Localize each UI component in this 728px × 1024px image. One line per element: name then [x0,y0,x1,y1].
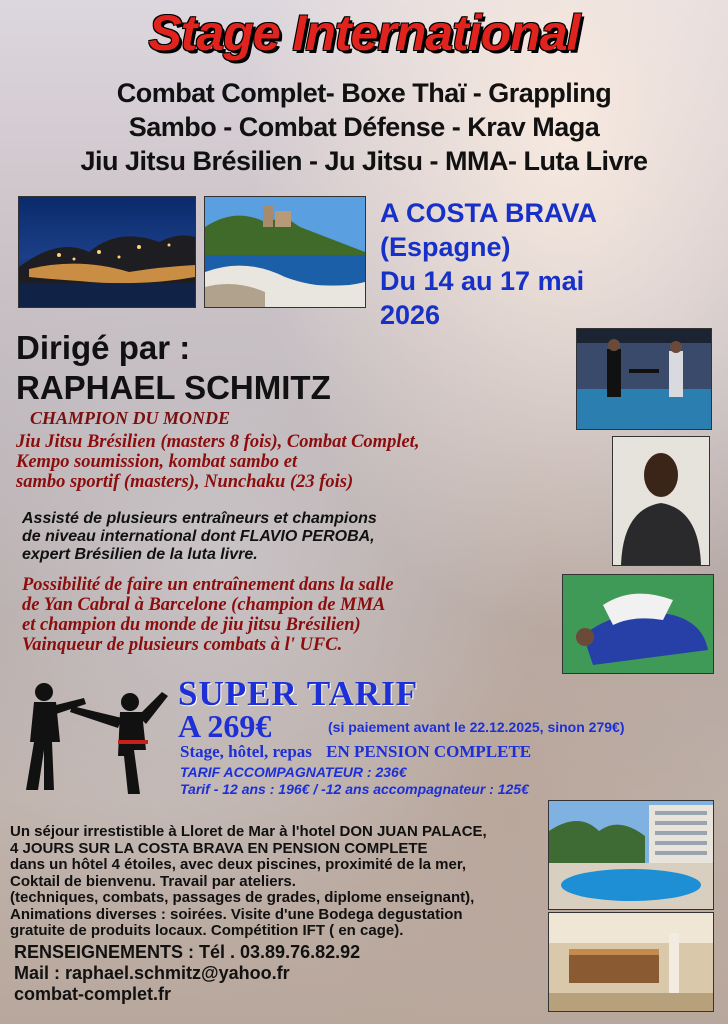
hotel-lobby-photo [548,912,714,1012]
sejour-line-7: gratuite de produits locaux. Compétition IFT ( en cage). [10,922,404,939]
tarif-details [180,764,529,798]
beach-castle-photo [204,196,366,308]
bjj-training-photo [562,574,714,674]
contact-block [14,942,360,1005]
tarif-accompagnateur: TARIF ACCOMPAGNATEUR : 236€ [180,764,407,780]
director-name: RAPHAEL SCHMITZ [16,369,331,406]
pension-label: EN PENSION COMPLETE [326,742,532,761]
sejour-description [10,824,487,940]
titles-line-2: Kempo soumission, kombat sambo et [16,452,298,472]
possibility-line-3: et champion du monde de jiu jitsu Brésilien) [22,615,361,635]
director-titles [16,432,419,492]
tarif-kids: Tarif - 12 ans : 196€ / -12 ans accompagnateur : 125€ [180,781,529,797]
sejour-line-6: Animations diverses : soirées. Visite d'une Bodega degustation [10,905,463,923]
sejour-line-2: 4 JOURS SUR LA COSTA BRAVA EN PENSION COMPLETE [10,839,428,857]
possibility-line-2: de Yan Cabral à Barcelone (champion de MMA [22,595,386,615]
page-title: Stage International [148,5,580,61]
titles-line-3: sambo sportif (masters), Nunchaku (23 fois) [16,472,354,492]
instructor-portrait-photo [612,436,710,566]
champion-title: CHAMPION DU MONDE [30,408,231,428]
included-label: Stage, hôtel, repas [180,742,312,761]
location-dates: Du 14 au 17 mai [380,266,585,296]
fighters-illustration [12,672,177,800]
hotel-pool-photo [548,800,714,910]
contact-phone: RENSEIGNEMENTS : Tél . 03.89.76.82.92 [14,942,361,962]
possibility-line-1: Possibilité de faire un entraînement dans la salle [22,575,394,595]
training-gym-photo [576,328,712,430]
night-town-photo [18,196,196,308]
possibility-text [22,575,394,655]
sejour-line-5: (techniques, combats, passages de grades, diplome enseignant), [10,889,475,906]
titles-line-1: Jiu Jitsu Brésilien (masters 8 fois), Combat Complet, [16,432,420,452]
location-year: 2026 [380,300,441,330]
director-label: Dirigé par : [16,329,191,366]
location-line-2: (Espagne) [380,232,511,262]
director-block [16,328,331,408]
contact-website: combat-complet.fr [14,984,172,1004]
assist-line-1: Assisté de plusieurs entraîneurs et champions [22,510,377,527]
sejour-line-3: dans un hôtel 4 étoiles, avec deux piscines, proximité de la mer, [10,856,466,873]
assist-line-3: expert Brésilien de la luta livre. [22,546,258,563]
possibility-line-4: Vainqueur de plusieurs combats à l' UFC. [22,635,343,655]
disciplines-line-2: Sambo - Combat Défense - Krav Maga [128,112,600,142]
price-note: (si paiement avant le 22.12.2025, sinon 279€) [328,719,625,735]
price-amount: A 269€ [178,708,272,744]
location-line-1: A COSTA BRAVA [380,198,597,228]
disciplines-line-3: Jiu Jitsu Brésilien - Ju Jitsu - MMA- Luta Livre [80,146,648,176]
contact-email: Mail : raphael.schmitz@yahoo.fr [14,963,290,983]
location-block [380,196,597,332]
disciplines-line-1: Combat Complet- Boxe Thaï - Grappling [116,78,612,108]
included-line [180,742,531,762]
sejour-line-4: Coktail de bienvenu. Travail par ateliers. [10,872,296,890]
super-tarif-heading: SUPER TARIF [178,674,419,713]
sejour-line-1: Un séjour irrestistible à Lloret de Mar à l'hotel DON JUAN PALACE, [10,823,487,840]
assist-text [22,510,377,564]
assist-line-2: de niveau international dont FLAVIO PEROBA, [22,528,375,545]
